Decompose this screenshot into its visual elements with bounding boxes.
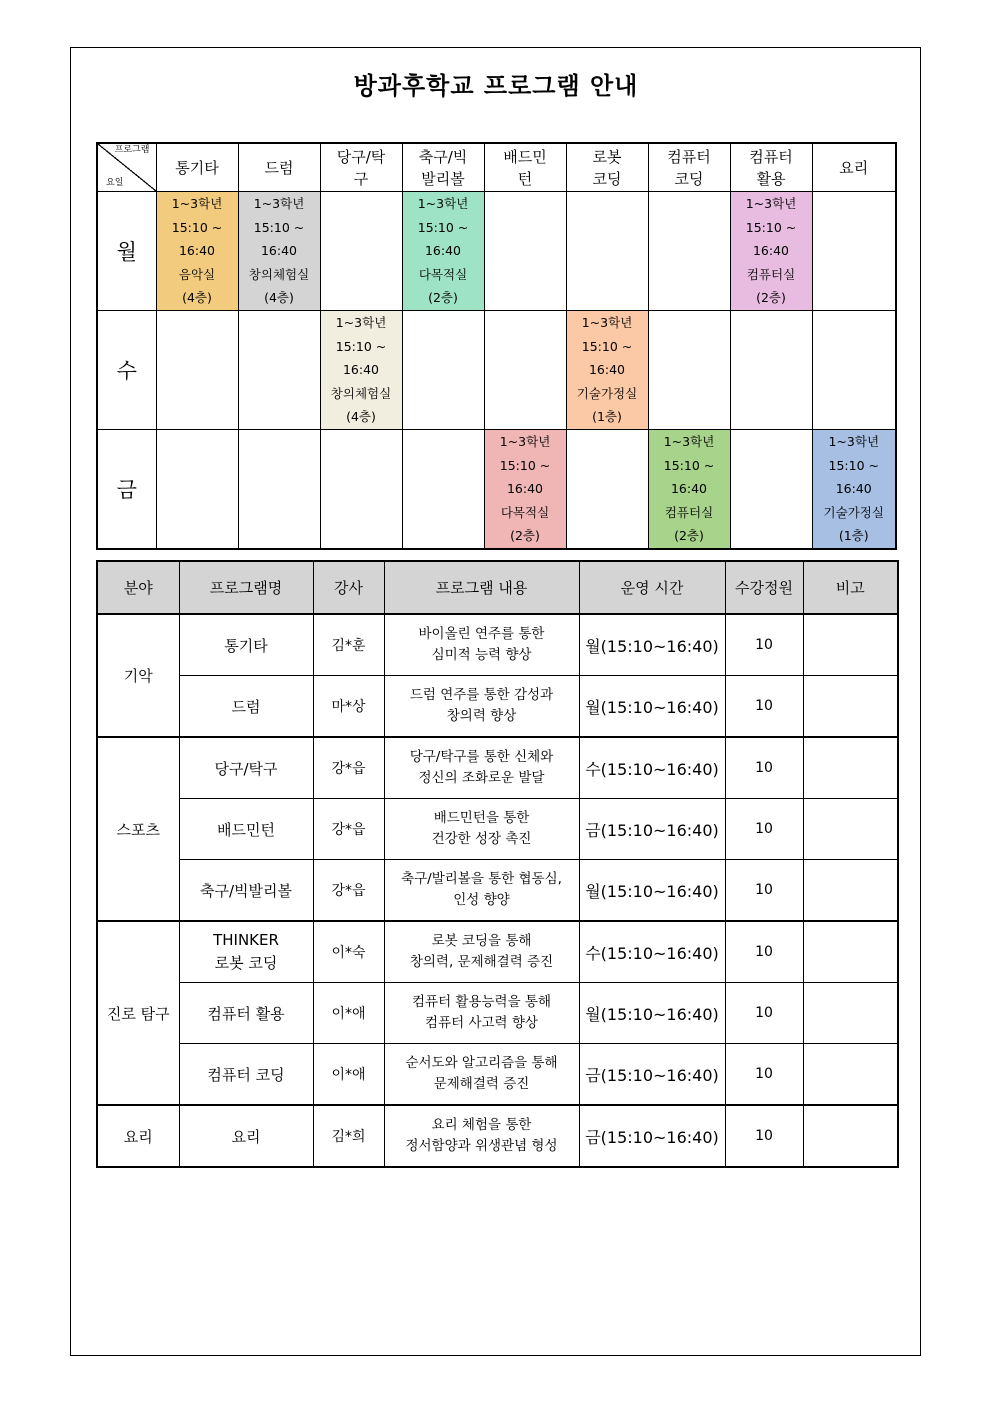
table-row — [97, 676, 898, 738]
run-time: 금(15:10~16:40) — [579, 1105, 725, 1167]
program-header-row — [97, 561, 898, 614]
program-content: 컴퓨터 활용능력을 통해 컴퓨터 사고력 향상 — [384, 983, 579, 1044]
note — [803, 676, 898, 738]
header-note: 비고 — [803, 561, 898, 614]
capacity: 10 — [725, 799, 803, 860]
empty-cell — [156, 310, 238, 429]
col-header-cooking: 요리 — [812, 143, 896, 192]
day-label-wednesday: 수 — [97, 310, 156, 429]
note — [803, 983, 898, 1044]
corner-header — [97, 143, 156, 192]
program-content: 드럼 연주를 통한 감성과 창의력 향상 — [384, 676, 579, 738]
teacher-name: 이*애 — [313, 983, 384, 1044]
schedule-row-friday — [97, 429, 896, 548]
empty-cell — [484, 310, 566, 429]
page-title: 방과후학교 프로그램 안내 — [353, 72, 639, 100]
col-header-drum: 드럼 — [238, 143, 320, 192]
empty-cell — [566, 429, 648, 548]
program-name: 컴퓨터 활용 — [179, 983, 313, 1044]
teacher-name: 김*희 — [313, 1105, 384, 1167]
note — [803, 799, 898, 860]
slot-monday-computer-use: 1~3학년 15:10 ~ 16:40 컴퓨터실 (2층) — [730, 192, 812, 311]
teacher-name: 이*숙 — [313, 921, 384, 983]
col-header-badminton: 배드민 턴 — [484, 143, 566, 192]
day-label-monday: 월 — [97, 192, 156, 311]
group-career: 진로 탐구 — [97, 921, 179, 1105]
program-table — [96, 560, 899, 1168]
col-header-billiards: 당구/탁 구 — [320, 143, 402, 192]
capacity: 10 — [725, 921, 803, 983]
note — [803, 1105, 898, 1167]
header-field: 분야 — [97, 561, 179, 614]
table-row — [97, 1044, 898, 1106]
empty-cell — [402, 429, 484, 548]
run-time: 수(15:10~16:40) — [579, 921, 725, 983]
col-header-coding: 컴퓨터 코딩 — [648, 143, 730, 192]
teacher-name: 강*읍 — [313, 737, 384, 799]
run-time: 월(15:10~16:40) — [579, 983, 725, 1044]
empty-cell — [238, 310, 320, 429]
empty-cell — [320, 192, 402, 311]
note — [803, 921, 898, 983]
note — [803, 737, 898, 799]
empty-cell — [156, 429, 238, 548]
program-content: 순서도와 알고리즘을 통해 문제해결력 증진 — [384, 1044, 579, 1106]
note — [803, 614, 898, 676]
slot-wednesday-billiards: 1~3학년 15:10 ~ 16:40 창의체험실 (4층) — [320, 310, 402, 429]
note — [803, 860, 898, 922]
group-cooking: 요리 — [97, 1105, 179, 1167]
program-content: 바이올린 연주를 통한 심미적 능력 향상 — [384, 614, 579, 676]
slot-wednesday-robot: 1~3학년 15:10 ~ 16:40 기술가정실 (1층) — [566, 310, 648, 429]
empty-cell — [648, 310, 730, 429]
program-name: 드럼 — [179, 676, 313, 738]
program-name: THINKER 로봇 코딩 — [179, 921, 313, 983]
empty-cell — [730, 310, 812, 429]
group-instrument: 기악 — [97, 614, 179, 737]
header-time: 운영 시간 — [579, 561, 725, 614]
slot-friday-cooking: 1~3학년 15:10 ~ 16:40 기술가정실 (1층) — [812, 429, 896, 548]
slot-friday-badminton: 1~3학년 15:10 ~ 16:40 다목적실 (2층) — [484, 429, 566, 548]
note — [803, 1044, 898, 1106]
table-row — [97, 799, 898, 860]
empty-cell — [320, 429, 402, 548]
run-time: 월(15:10~16:40) — [579, 860, 725, 922]
header-teacher: 강사 — [313, 561, 384, 614]
empty-cell — [812, 192, 896, 311]
teacher-name: 이*애 — [313, 1044, 384, 1106]
teacher-name: 강*읍 — [313, 860, 384, 922]
col-header-computer-use: 컴퓨터 활용 — [730, 143, 812, 192]
program-content: 배드민턴을 통한 건강한 성장 촉진 — [384, 799, 579, 860]
run-time: 금(15:10~16:40) — [579, 1044, 725, 1106]
empty-cell — [648, 192, 730, 311]
schedule-row-monday — [97, 192, 896, 311]
day-label-friday: 금 — [97, 429, 156, 548]
teacher-name: 마*상 — [313, 676, 384, 738]
slot-friday-coding: 1~3학년 15:10 ~ 16:40 컴퓨터실 (2층) — [648, 429, 730, 548]
teacher-name: 김*훈 — [313, 614, 384, 676]
capacity: 10 — [725, 1044, 803, 1106]
table-row — [97, 860, 898, 922]
program-content: 당구/탁구를 통한 신체와 정신의 조화로운 발달 — [384, 737, 579, 799]
corner-program-label: 프로그램 — [114, 145, 150, 155]
program-name: 축구/빅발리볼 — [179, 860, 313, 922]
slot-monday-guitar: 1~3학년 15:10 ~ 16:40 음악실 (4층) — [156, 192, 238, 311]
empty-cell — [730, 429, 812, 548]
corner-day-label: 요일 — [106, 178, 124, 188]
program-content: 축구/발리볼을 통한 협동심, 인성 향양 — [384, 860, 579, 922]
header-program-name: 프로그램명 — [179, 561, 313, 614]
slot-monday-soccer: 1~3학년 15:10 ~ 16:40 다목적실 (2층) — [402, 192, 484, 311]
run-time: 월(15:10~16:40) — [579, 676, 725, 738]
program-name: 요리 — [179, 1105, 313, 1167]
capacity: 10 — [725, 983, 803, 1044]
schedule-header-row — [97, 143, 896, 192]
table-row — [97, 737, 898, 799]
run-time: 수(15:10~16:40) — [579, 737, 725, 799]
program-name: 배드민턴 — [179, 799, 313, 860]
empty-cell — [566, 192, 648, 311]
empty-cell — [484, 192, 566, 311]
col-header-soccer: 축구/빅 발리볼 — [402, 143, 484, 192]
run-time: 금(15:10~16:40) — [579, 799, 725, 860]
empty-cell — [812, 310, 896, 429]
table-row — [97, 983, 898, 1044]
table-row — [97, 1105, 898, 1167]
slot-monday-drum: 1~3학년 15:10 ~ 16:40 창의체험실 (4층) — [238, 192, 320, 311]
run-time: 월(15:10~16:40) — [579, 614, 725, 676]
capacity: 10 — [725, 614, 803, 676]
header-capacity: 수강정원 — [725, 561, 803, 614]
program-name: 당구/탁구 — [179, 737, 313, 799]
capacity: 10 — [725, 860, 803, 922]
header-content: 프로그램 내용 — [384, 561, 579, 614]
group-sports: 스포츠 — [97, 737, 179, 921]
col-header-guitar: 통기타 — [156, 143, 238, 192]
empty-cell — [402, 310, 484, 429]
capacity: 10 — [725, 737, 803, 799]
empty-cell — [238, 429, 320, 548]
program-name: 컴퓨터 코딩 — [179, 1044, 313, 1106]
table-row — [97, 614, 898, 676]
table-row — [97, 921, 898, 983]
schedule-row-wednesday — [97, 310, 896, 429]
teacher-name: 강*읍 — [313, 799, 384, 860]
col-header-robot: 로봇 코딩 — [566, 143, 648, 192]
program-name: 통기타 — [179, 614, 313, 676]
schedule-table — [96, 142, 897, 550]
capacity: 10 — [725, 1105, 803, 1167]
program-content: 요리 체험을 통한 정서함양과 위생관념 형성 — [384, 1105, 579, 1167]
program-content: 로봇 코딩을 통해 창의력, 문제해결력 증진 — [384, 921, 579, 983]
capacity: 10 — [725, 676, 803, 738]
